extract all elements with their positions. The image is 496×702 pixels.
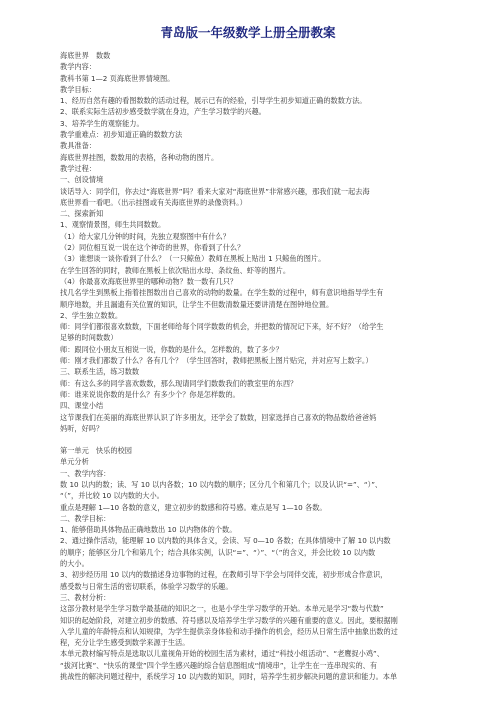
text-line: 三、教材分析：: [60, 592, 111, 602]
text-line: （1）给大家几分钟的时间，先独立观察图中有什么？: [60, 231, 230, 241]
text-line: 单元分析: [60, 457, 89, 467]
text-line: 教学目标：: [60, 84, 96, 94]
text-line: “（”，并比较 10 以内数的大小。: [60, 491, 164, 501]
text-line: 1、经历自然有趣的看图数数的活动过程，展示已有的经验，引导学生初步知道正确的数数方法。: [60, 96, 367, 106]
text-line: 程，充分让学生感受到数学来源于生活。: [60, 638, 190, 648]
text-line: 本单元教材编写特点是选取以儿童视角开始的校园生活为素材，通过“科技小组活动”、“老鹰捉小鸡”、: [60, 649, 384, 659]
text-line: 谈话导入：同学们，你去过“海底世界”吗？看来大家对“海底世界”非常感兴趣，那我们就一起去海: [60, 186, 370, 196]
text-line: “拔河比赛”、“快乐的课堂”四个学生感兴趣的综合信息图组成“情境串”，让学生在一连串现实的、有: [60, 660, 378, 670]
text-line: 海底世界 数数: [60, 51, 111, 60]
text-line: 教学过程：: [60, 163, 96, 173]
section-gap: [60, 434, 436, 445]
text-line: 一、创设情境: [60, 175, 104, 185]
text-line: 教学重难点：初步知道正确的数数方法: [60, 130, 183, 140]
text-line: 足够的时间数数）: [60, 333, 118, 343]
text-line: 三、联系生活，练习数数: [60, 367, 140, 377]
text-line: 顺序地数，并且漏遗有关位置的知识，让学生不但数清数量还要讲清楚在图钟地位置。: [60, 299, 334, 309]
text-line: 妈听，好吗？: [60, 423, 104, 433]
text-line: 感受数与日常生活的密切联系，体验学习数学的乐趣。: [60, 581, 233, 591]
text-line: 的顺序；能够区分几个和第几个；结合具体实例，认识“=”、“）”、“（”的含义，并会比较 10 以内数: [60, 547, 376, 557]
text-line: 在学生回答的同时，教师在黑板上依次贴出水母、条纹鱼、虾等的图片。: [60, 265, 291, 275]
text-line: （4）你最喜欢海底世界里的哪种动物？数一数有几只？: [60, 276, 238, 286]
text-line: 师：同学们都很喜欢数数，下面老师给每个同学数数的机会，并把数的情况记下来，好不好？（给学生: [60, 322, 384, 332]
text-line: 2、联系实际生活初步感受数学就在身边，产生学习数学的兴趣。: [60, 107, 266, 117]
text-line: 四、课堂小结: [60, 401, 104, 411]
text-line: 3、培养学生的观察能力。: [60, 118, 144, 128]
text-line: （2）同位相互说一说在这个神奇的世界，你看到了什么？: [60, 243, 245, 253]
text-line: 2、通过操作活动，能理解 10 以内数的具体含义，会读、写 0—10 各数；在具体情境中了解 10 以内数: [60, 536, 391, 546]
text-line: 入学儿童的年龄特点和认知规律，为学生提供亲身体验和动手操作的机会，经历从日常生活中抽象出数的过: [60, 626, 398, 636]
text-line: 2、学生独立数数。: [60, 310, 123, 320]
text-line: 一、教学内容：: [60, 468, 111, 478]
text-line: 1、能够借助具体物品正确地数出 10 以内物体的个数。: [60, 525, 237, 535]
text-line: 1、观察情景图，师生共同数数。: [60, 220, 166, 230]
text-line: 这部分教材是学生学习数学最基础的知识之一，也是小学生学习数学的开始。本单元是学习“数与代数”: [60, 604, 384, 614]
text-line: 重点是理解 1—10 各数的意义，建立初步的数感和符号感。难点是写 1—10 各数。: [60, 502, 327, 512]
document-body: [60, 50, 436, 682]
text-line: 教具准备：: [60, 141, 96, 151]
text-line: 海底世界挂图，数数用的表格，各种动物的图片。: [60, 152, 219, 162]
text-line: 教科书第 1—2 页海底世界情境图。: [60, 73, 175, 83]
text-line: 二、探索新知: [60, 209, 104, 219]
text-line: 的大小。: [60, 559, 89, 569]
text-line: 师：有这么多的同学喜欢数数，那么现请同学们数数我们的教室里的东西？: [60, 378, 298, 388]
text-line: 师：刚才我们都数了什么？各有几个？（学生回答时，教师把黑板上图片贴完，并对应写上数字。）: [60, 356, 373, 366]
text-line: 知识的起始阶段，对建立初步的数感、符号感以及培养学生学习数学的兴趣有重要的意义。因此，要根据刚: [60, 615, 398, 625]
text-line: 找几名学生到黑板上指着挂图数出自己喜欢的动物的数量。在学生数的过程中，师有意识地指导学生有: [60, 288, 384, 298]
text-line: 第一单元 快乐的校园: [60, 446, 132, 456]
text-line: （3）谁想谈一谈你看到了什么？（一只鲸鱼）教师在黑板上贴出 1 只鲸鱼的图片。: [60, 254, 326, 264]
text-line: 底世界看一看吧。（出示挂图或有关海底世界的录像资料。）: [60, 197, 247, 207]
text-line: 教学内容：: [60, 62, 96, 72]
text-line: 挑战性的解决问题过程中，系统学习 10 以内数的知识，同时，培养学生初步解决问题的意识和能力。本单: [60, 672, 398, 682]
text-line: 3、初步经历用 10 以内的数描述身边事物的过程，在教师引导下学会与同伴交流，初步形成合作意识，: [60, 570, 388, 580]
text-line: 二、教学目标：: [60, 513, 111, 523]
text-line: 数 10 以内的数；读、写 10 以内各数；10 以内数的顺序；区分几个和第几个；以及认识“=”、“）”、: [60, 479, 383, 489]
text-line: 师：跟同位小朋友互相说一说，你数的是什么，怎样数的，数了多少？: [60, 344, 283, 354]
document-title: 青岛版一年级数学上册全册教案: [160, 25, 336, 40]
text-line: 师：谁来说说你数的是什么？有多少个？你是怎样数的。: [60, 389, 240, 399]
text-line: 这节课我们在美丽的海底世界认识了许多朋友，还学会了数数，回家选择自己喜欢的物品数给爸爸妈: [60, 412, 377, 422]
